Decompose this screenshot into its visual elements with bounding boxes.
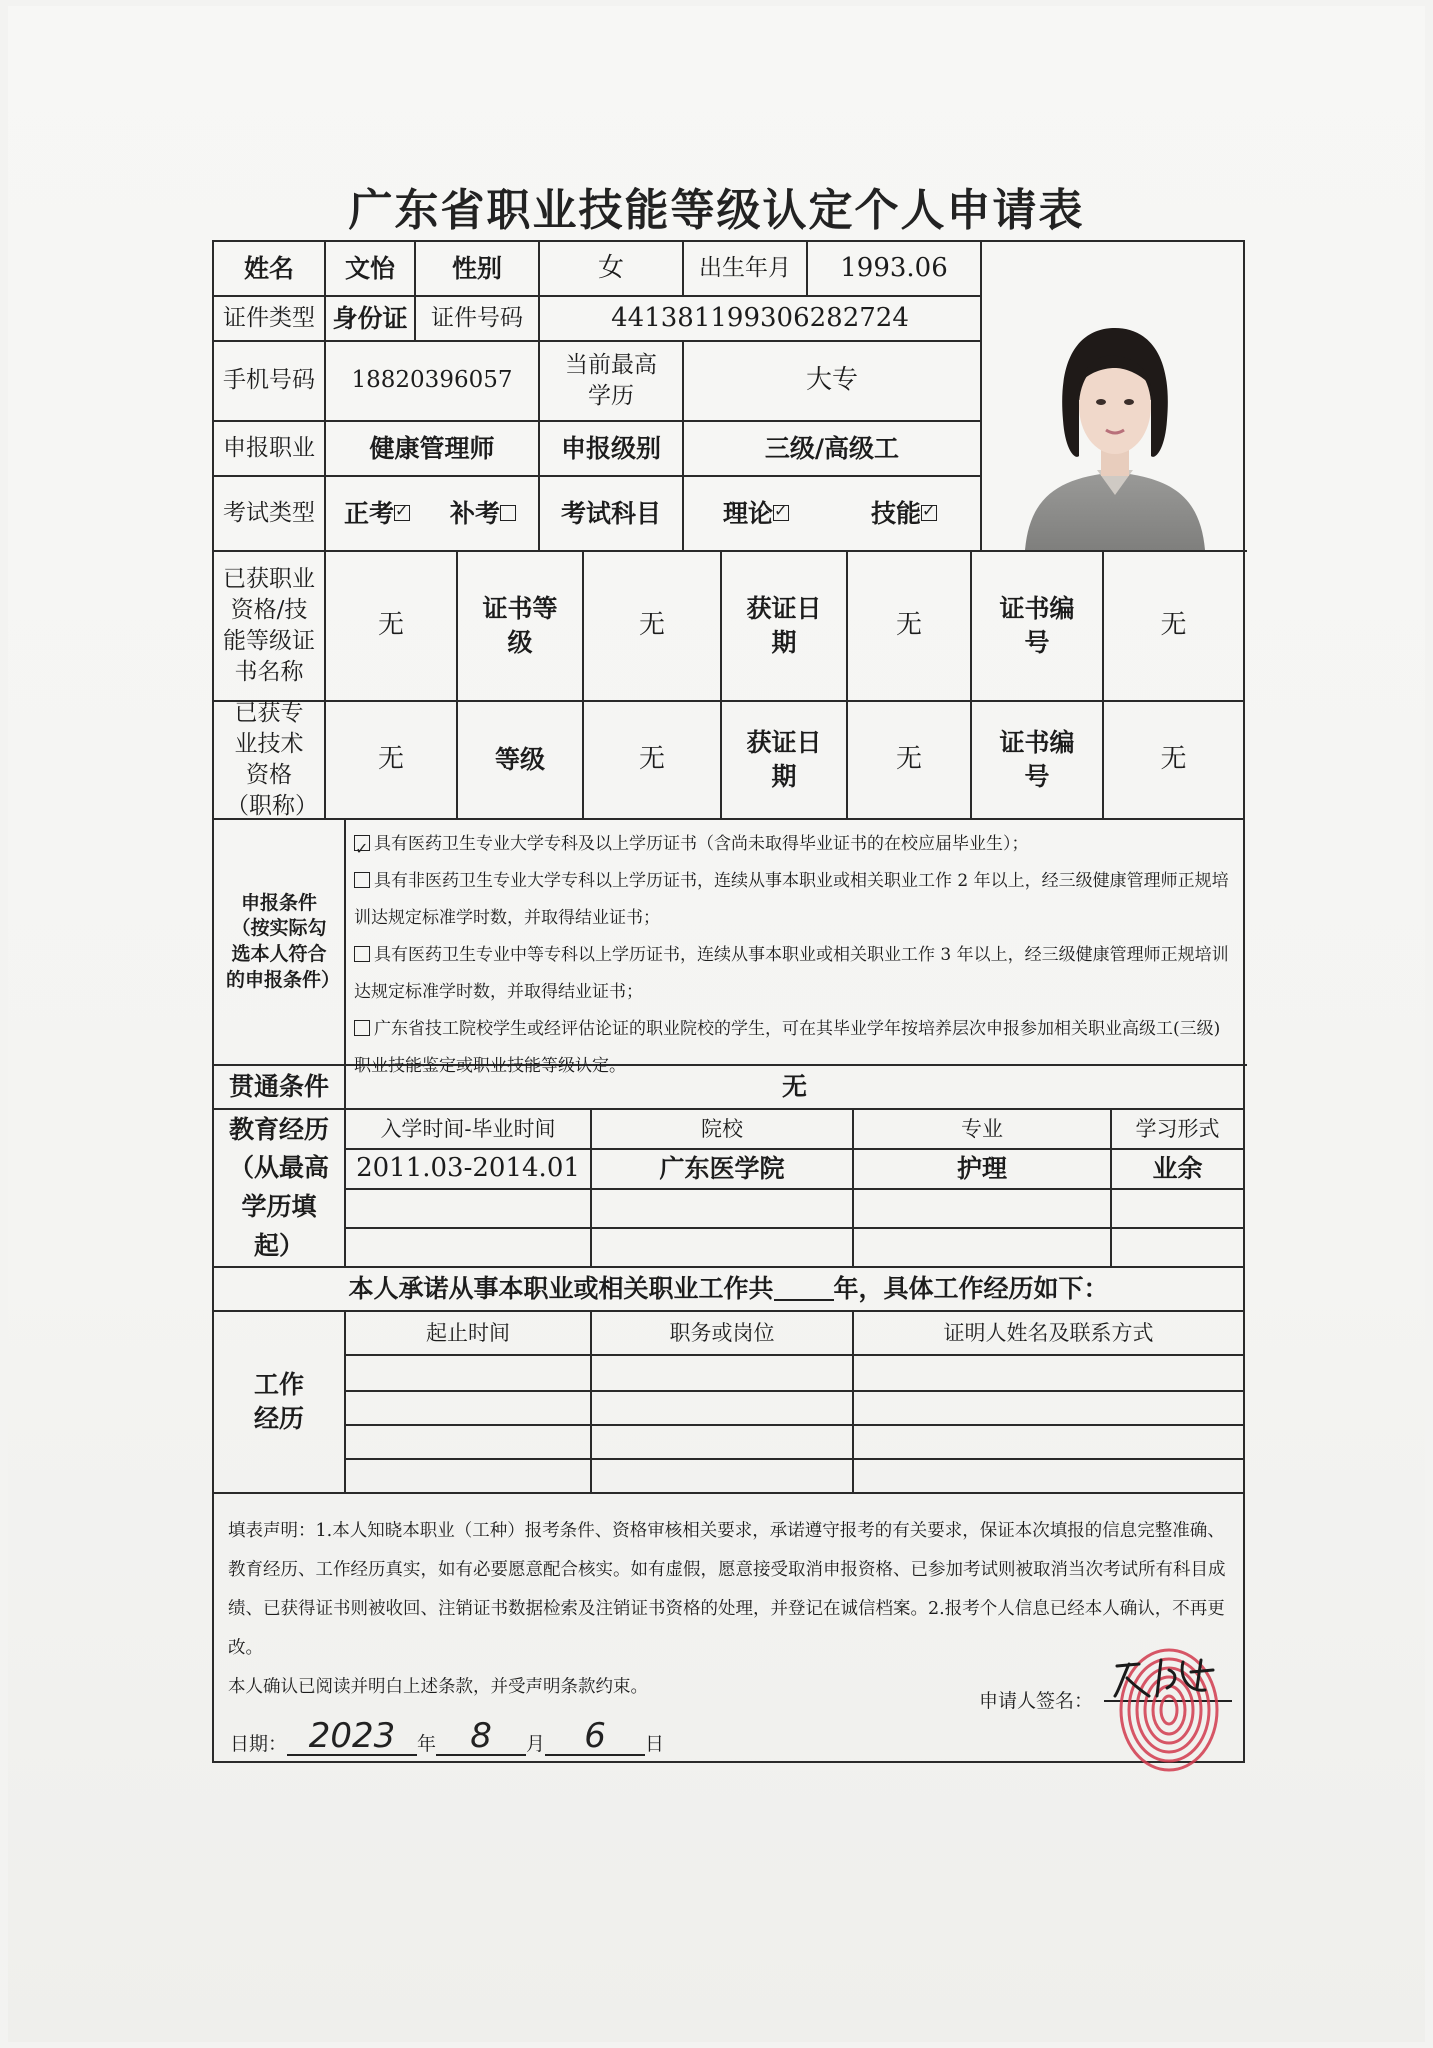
date-day[interactable]: 6	[545, 1718, 645, 1756]
date-label: 日期：	[230, 1733, 288, 1755]
edu-header-school: 院校	[592, 1110, 854, 1150]
education-label: 教育经历（从最高学历填起）	[214, 1110, 346, 1268]
edu-empty-cell	[854, 1229, 1112, 1268]
conditions-label-cell	[214, 820, 346, 1066]
birth-label: 出生年月	[684, 242, 808, 297]
id-type-value: 身份证	[326, 297, 416, 342]
work-empty-cell	[854, 1392, 1243, 1426]
id-no-value: 441381199306282724	[540, 297, 982, 342]
cert-date: 无	[848, 552, 972, 702]
exam-skill-option[interactable]: 技能✓	[871, 497, 941, 531]
checkbox-checked-icon[interactable]	[773, 505, 789, 521]
cert-no-label: 证书编号	[972, 552, 1104, 702]
birth-value: 1993.06	[808, 242, 982, 297]
work-empty-cell	[346, 1460, 592, 1494]
signature-image	[1109, 1652, 1229, 1702]
condition-item[interactable]: 具有医药卫生专业中等专科以上学历证书，连续从事本职业或相关职业工作 3 年以上，经三级健康管理师正规培训达规定标准学时数，并取得结业证书；	[354, 945, 1229, 1002]
checkbox-checked-icon[interactable]	[394, 505, 410, 521]
phone-label: 手机号码	[214, 342, 326, 422]
phone-value: 18820396057	[326, 342, 540, 422]
edu-mode: 业余	[1112, 1150, 1243, 1190]
year-unit: 年	[417, 1733, 437, 1755]
work-header-reference: 证明人姓名及联系方式	[854, 1312, 1243, 1356]
tech-grade-label: 等级	[458, 702, 584, 820]
edu-empty-cell	[1112, 1190, 1243, 1229]
gender-value: 女	[540, 242, 684, 297]
years-blank[interactable]	[774, 1277, 834, 1301]
edu-header-major: 专业	[854, 1110, 1112, 1150]
tech-no: 无	[1104, 702, 1243, 820]
work-empty-cell	[592, 1426, 854, 1460]
through-label: 贯通条件	[214, 1066, 346, 1110]
conditions-label: 申报条件	[240, 891, 317, 914]
edu-empty-cell	[592, 1229, 854, 1268]
tech-date-label: 获证日期	[722, 702, 848, 820]
id-no-label: 证件号码	[416, 297, 540, 342]
id-type-label: 证件类型	[214, 297, 326, 342]
condition-item[interactable]: 具有非医药卫生专业大学专科以上学历证书，连续从事本职业或相关职业工作 2 年以上，经三级健康管理师正规培训达规定标准学时数，并取得结业证书；	[354, 871, 1229, 928]
edu-value: 大专	[684, 342, 982, 422]
work-empty-cell	[854, 1460, 1243, 1494]
work-empty-cell	[854, 1356, 1243, 1392]
level-label: 申报级别	[540, 422, 684, 477]
work-empty-cell	[592, 1392, 854, 1426]
exam-subject-label: 考试科目	[540, 477, 684, 552]
form-title: 广东省职业技能等级认定个人申请表	[348, 185, 1085, 236]
edu-label: 当前最高学历	[540, 342, 684, 422]
date-year[interactable]: 2023	[287, 1718, 417, 1756]
tech-name: 无	[326, 702, 458, 820]
exam-type-label: 考试类型	[214, 477, 326, 552]
gender-label: 性别	[416, 242, 540, 297]
work-empty-cell	[592, 1356, 854, 1392]
checkbox-checked-icon[interactable]	[921, 505, 937, 521]
work-empty-cell	[592, 1460, 854, 1494]
application-form	[212, 240, 1245, 1763]
exam-subject-options	[684, 477, 982, 552]
edu-empty-cell	[854, 1190, 1112, 1229]
condition-item[interactable]: 广东省技工院校学生或经评估论证的职业院校的学生，可在其毕业学年按培养层次申报参加相关职业高级工(三级)职业技能鉴定或职业技能等级认定。	[354, 1019, 1221, 1076]
work-promise: 本人承诺从事本职业或相关职业工作共 年，具体工作经历如下：	[214, 1268, 1243, 1312]
month-unit: 月	[526, 1733, 546, 1755]
job-value: 健康管理师	[326, 422, 540, 477]
cert-no: 无	[1104, 552, 1243, 702]
edu-empty-cell	[346, 1190, 592, 1229]
cert-name: 无	[326, 552, 458, 702]
work-header-position: 职务或岗位	[592, 1312, 854, 1356]
checkbox-checked-icon[interactable]	[354, 835, 370, 851]
level-value: 三级/高级工	[684, 422, 982, 477]
through-value: 无	[346, 1066, 1243, 1110]
checkbox-icon[interactable]	[354, 946, 370, 962]
cert-grade: 无	[584, 552, 722, 702]
exam-makeup-option[interactable]: 补考	[450, 497, 520, 531]
declaration-confirm: 本人确认已阅读并明白上述条款，并受声明条款约束。	[228, 1677, 648, 1697]
work-empty-cell	[346, 1426, 592, 1460]
job-label: 申报职业	[214, 422, 326, 477]
exam-theory-option[interactable]: 理论✓	[723, 497, 793, 531]
edu-empty-cell	[592, 1190, 854, 1229]
declaration-text: 填表声明：1.本人知晓本职业（工种）报考条件、资格审核相关要求，承诺遵守报考的有关要求，保证本次填报的信息完整准确、教育经历、工作经历真实，如有必要愿意配合核实。如有虚假，愿意接受取消申报资格、已参加考试则被取消当次考试所有科目成绩、已获得证书则被收回、注销证书数据检索及注销证书资格的处理，并登记在诚信档案。2.报考个人信息已经本人确认，不再更改。	[228, 1521, 1226, 1658]
work-empty-cell	[854, 1426, 1243, 1460]
edu-empty-cell	[346, 1229, 592, 1268]
edu-school: 广东医学院	[592, 1150, 854, 1190]
cert-grade-label: 证书等级	[458, 552, 584, 702]
tech-grade: 无	[584, 702, 722, 820]
conditions-note: （按实际勾选本人符合的申报条件）	[226, 917, 341, 991]
applicant-photo	[982, 242, 1247, 552]
work-label: 工作经历	[214, 1312, 346, 1494]
work-header-period: 起止时间	[346, 1312, 592, 1356]
cert-label: 已获职业资格/技能等级证书名称	[214, 552, 326, 702]
conditions-list	[346, 820, 1247, 1076]
date-row	[230, 1716, 664, 1756]
condition-item[interactable]: ✓具有医药卫生专业大学专科及以上学历证书（含尚未取得毕业证书的在校应届毕业生）；	[354, 826, 1237, 863]
name-value: 文怡	[326, 242, 416, 297]
work-empty-cell	[346, 1392, 592, 1426]
checkbox-icon[interactable]	[354, 872, 370, 888]
day-unit: 日	[645, 1733, 665, 1755]
cert-date-label: 获证日期	[722, 552, 848, 702]
tech-date: 无	[848, 702, 972, 820]
edu-major: 护理	[854, 1150, 1112, 1190]
name-label: 姓名	[214, 242, 326, 297]
checkbox-icon[interactable]	[500, 505, 516, 521]
work-empty-cell	[346, 1356, 592, 1392]
tech-no-label: 证书编号	[972, 702, 1104, 820]
date-month[interactable]: 8	[436, 1718, 526, 1756]
tech-label: 已获专业技术资格（职称）	[214, 702, 326, 820]
edu-empty-cell	[1112, 1229, 1243, 1268]
exam-type-options	[326, 477, 540, 552]
checkbox-icon[interactable]	[354, 1020, 370, 1036]
edu-header-period: 入学时间-毕业时间	[346, 1110, 592, 1150]
exam-regular-option[interactable]: 正考✓	[344, 497, 414, 531]
edu-period: 2011.03-2014.01	[346, 1150, 592, 1190]
signature-label: 申请人签名：	[979, 1690, 1094, 1712]
edu-header-mode: 学习形式	[1112, 1110, 1243, 1150]
portrait-icon	[1005, 310, 1225, 550]
